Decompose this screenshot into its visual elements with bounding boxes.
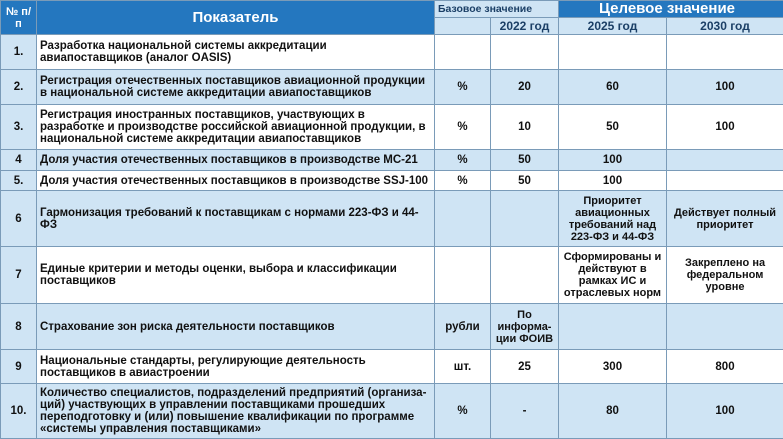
row-num: 9 <box>1 350 37 384</box>
row-2025: 60 <box>559 70 667 105</box>
row-2022 <box>491 247 559 304</box>
table-row <box>1 105 783 150</box>
row-indicator: Единые критерии и методы оценки, выбора и классификации поставщиков <box>37 247 435 304</box>
row-num: 5. <box>1 171 37 191</box>
row-2025 <box>559 304 667 350</box>
row-indicator: Разработка национальной системы аккредитации авиапоставщиков (аналог OASIS) <box>37 35 435 70</box>
row-2025: Приоритет авиационных требований над 223-ФЗ и 44-ФЗ <box>559 191 667 247</box>
row-2025: 100 <box>559 150 667 171</box>
row-unit: % <box>435 150 491 171</box>
row-indicator: Доля участия отечественных поставщиков в производстве SSJ-100 <box>37 171 435 191</box>
row-2025 <box>559 35 667 70</box>
row-2030: 100 <box>667 384 783 439</box>
header-target: Целевое значение <box>559 1 783 18</box>
row-num: 4 <box>1 150 37 171</box>
row-2030: 800 <box>667 350 783 384</box>
row-indicator: Национальные стандарты, регулирующие деятельность поставщиков в авиастроении <box>37 350 435 384</box>
row-2022 <box>491 191 559 247</box>
row-indicator: Страхование зон риска деятельности поставщиков <box>37 304 435 350</box>
row-2022: - <box>491 384 559 439</box>
row-unit <box>435 247 491 304</box>
row-2025: 300 <box>559 350 667 384</box>
row-2022: 10 <box>491 105 559 150</box>
table-row <box>1 70 783 105</box>
table-row <box>1 247 783 304</box>
table-row <box>1 171 783 191</box>
row-num: 8 <box>1 304 37 350</box>
row-2022: 50 <box>491 171 559 191</box>
table-row <box>1 191 783 247</box>
table-row <box>1 150 783 171</box>
row-num: 10. <box>1 384 37 439</box>
row-indicator: Доля участия отечественных поставщиков в производстве МС-21 <box>37 150 435 171</box>
row-2030: 100 <box>667 105 783 150</box>
row-indicator: Гармонизация требований к поставщикам с нормами 223-ФЗ и 44-ФЗ <box>37 191 435 247</box>
row-num: 1. <box>1 35 37 70</box>
row-num: 6 <box>1 191 37 247</box>
row-unit <box>435 35 491 70</box>
row-2025: 80 <box>559 384 667 439</box>
row-2030 <box>667 150 783 171</box>
row-2030: Закреплено на федеральном уровне <box>667 247 783 304</box>
row-2030: 100 <box>667 70 783 105</box>
header-base-blank <box>435 18 491 35</box>
row-indicator: Регистрация отечественных поставщиков авиационной продукции в национальной системе аккредитации авиапоставщиков <box>37 70 435 105</box>
row-2030: Действует полный приоритет <box>667 191 783 247</box>
table-row <box>1 35 783 70</box>
row-unit: % <box>435 384 491 439</box>
header-year-2030: 2030 год <box>667 18 783 35</box>
row-2022 <box>491 35 559 70</box>
table-row <box>1 384 783 439</box>
header-year-2025: 2025 год <box>559 18 667 35</box>
header-num: № п/п <box>1 1 37 35</box>
row-2025: Сформированы и действуют в рамках ИС и отраслевых норм <box>559 247 667 304</box>
row-2025: 100 <box>559 171 667 191</box>
row-base: По информа-ции ФОИВ <box>491 304 559 350</box>
row-unit: шт. <box>435 350 491 384</box>
row-2030 <box>667 304 783 350</box>
header-indicator: Показатель <box>37 1 435 35</box>
header-base: Базовое значение <box>435 1 559 18</box>
row-num: 2. <box>1 70 37 105</box>
row-unit: рубли <box>435 304 491 350</box>
row-num: 3. <box>1 105 37 150</box>
row-num: 7 <box>1 247 37 304</box>
row-unit: % <box>435 171 491 191</box>
row-unit <box>435 191 491 247</box>
row-2022: 25 <box>491 350 559 384</box>
header-year-2022: 2022 год <box>491 18 559 35</box>
row-2030 <box>667 171 783 191</box>
row-2022: 20 <box>491 70 559 105</box>
table-row <box>1 304 783 350</box>
row-indicator: Количество специалистов, подразделений предприятий (организа-ций) участвующих в управлении поставщиками прошедших переподготовку и (или) повышение квалификации по программе «системы управления поставщиками» <box>37 384 435 439</box>
row-2030 <box>667 35 783 70</box>
row-2025: 50 <box>559 105 667 150</box>
row-indicator: Регистрация иностранных поставщиков, участвующих в разработке и производстве российской авиационной продукции, в национальной системе аккредитации авиапоставщиков <box>37 105 435 150</box>
table-row <box>1 350 783 384</box>
row-2022: 50 <box>491 150 559 171</box>
row-unit: % <box>435 105 491 150</box>
row-unit: % <box>435 70 491 105</box>
